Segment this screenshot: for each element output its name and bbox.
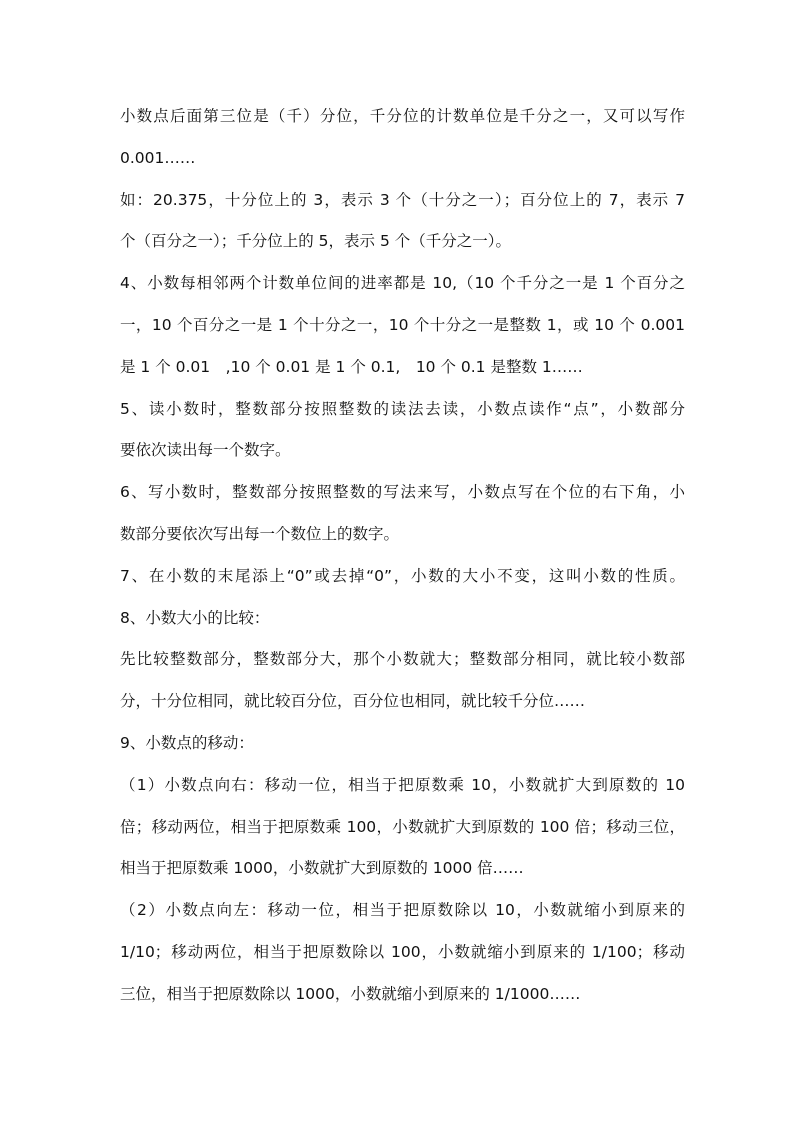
text-line: 9、小数点的移动： — [120, 733, 254, 752]
text-line: （2）小数点向左：移动一位，相当于把原数除以 10，小数就缩小到原来的 — [120, 901, 685, 920]
document-body — [120, 96, 685, 1016]
text-line: 小数点后面第三位是（千）分位，千分位的计数单位是千分之一，又可以写作 — [120, 107, 685, 125]
text-line: 4、小数每相邻两个计数单位间的进率都是 10,（10 个千分之一是 1 个百分之 — [120, 274, 685, 293]
text-line: 7、在小数的末尾添上“0”或去掉“0”，小数的大小不变，这叫小数的性质。 — [120, 566, 685, 585]
text-line: 数部分要依次写出每一个数位上的数字。 — [120, 524, 400, 543]
text-line: 5、读小数时，整数部分按照整数的读法去读，小数点读作“点”，小数部分 — [120, 399, 685, 418]
text-line: 一，10 个百分之一是 1 个十分之一，10 个十分之一是整数 1，或 10 个 0.001 — [120, 315, 685, 334]
text-line: 要依次读出每一个数字。 — [120, 441, 291, 460]
text-line: 分，十分位相同，就比较百分位，百分位也相同，就比较千分位…… — [120, 692, 586, 711]
text-line: 如：20.375，十分位上的 3，表示 3 个（十分之一）；百分位上的 7，表示 7 — [120, 190, 685, 209]
text-line: 1/10；移动两位，相当于把原数除以 100，小数就缩小到原来的 1/100；移动 — [120, 942, 685, 961]
text-line: 0.001…… — [120, 148, 196, 167]
text-line: 个（百分之一）；千分位上的 5，表示 5 个（千分之一）。 — [120, 232, 512, 251]
text-line: 是 1 个 0.01 ,10 个 0.01 是 1 个 0.1, 10 个 0.1 是整数 1…… — [120, 357, 583, 376]
text-line: （1）小数点向右：移动一位，相当于把原数乘 10，小数就扩大到原数的 10 — [120, 775, 685, 794]
text-line: 相当于把原数乘 1000，小数就扩大到原数的 1000 倍…… — [120, 859, 524, 878]
text-line: 三位，相当于把原数除以 1000，小数就缩小到原来的 1/1000…… — [120, 984, 581, 1003]
text-line: 6、写小数时，整数部分按照整数的写法来写，小数点写在个位的右下角，小 — [120, 483, 685, 502]
text-line: 先比较整数部分，整数部分大，那个小数就大；整数部分相同，就比较小数部 — [120, 650, 685, 669]
text-line: 倍；移动两位，相当于把原数乘 100，小数就扩大到原数的 100 倍；移动三位， — [120, 817, 685, 836]
text-line: 8、小数大小的比较： — [120, 608, 270, 627]
